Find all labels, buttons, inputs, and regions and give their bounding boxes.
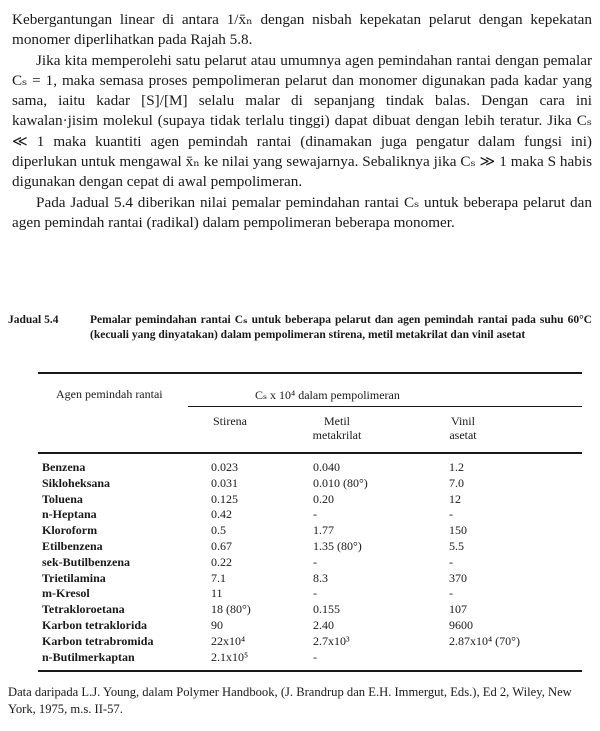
- cell-agent: m-Kresol: [42, 586, 90, 601]
- table-caption-text: Pemalar pemindahan rantai Cₛ untuk beberapa pelarut dan agen pemindah rantai pada suhu 60°C (kecuali yang dinyatakan) dalam pempolimeran stirena, metil metakrilat dan vinil asetat: [90, 314, 592, 341]
- header-stirena: Stirena: [213, 414, 247, 428]
- cell-metil-metakrilat: 0.010 (80°): [313, 475, 368, 490]
- cell-metil-metakrilat: 0.20: [313, 491, 334, 506]
- cell-agent: n-Heptana: [42, 507, 97, 522]
- cell-agent: Sikloheksana: [42, 475, 111, 490]
- table-header-rule: [38, 452, 582, 454]
- cell-vinil-asetat: 12: [449, 491, 461, 506]
- body-text: [12, 10, 592, 233]
- cell-vinil-asetat: 2.87x10⁴ (70°): [449, 633, 520, 648]
- header-agent: Agen pemindah rantai: [56, 387, 163, 401]
- cell-vinil-asetat: 150: [449, 523, 467, 538]
- cell-stirena: 11: [211, 586, 223, 601]
- paragraph-1: Kebergantungan linear di antara 1/x̄ₙ dengan nisbah kepekatan pelarut dengan kepekatan monomer diperlihatkan pada Rajah 5.8.: [12, 11, 592, 49]
- paragraph-2: Jika kita memperolehi satu pelarut atau umumnya agen pemindahan rantai dengan pemalar Cₛ = 1, maka semasa proses pempolimeran pelarut dan monomer digunakan pada kadar yang sama, iaitu kadar [S]/[M] selalu malar di sepanjang tindak balas. Dengan cara ini kawalan·jisim molekul (supaya tidak terlalu tinggi) dapat dibuat dengan lebih teratur. Jika Cₛ ≪ 1 maka kuantiti agen pemindah rantai (dinamakan juga pengatur dalam fungsi ini) diperlukan untuk mengawal x̄ₙ ke nilai yang sewajarnya. Sebaliknya jika Cₛ ≫ 1 maka S habis digunakan dengan cepat di awal pempolimeran.: [12, 51, 592, 191]
- cell-vinil-asetat: 9600: [449, 618, 473, 632]
- cell-metil-metakrilat: 8.3: [313, 570, 328, 585]
- cell-vinil-asetat: 5.5: [449, 539, 464, 553]
- cell-stirena: 0.125: [211, 491, 238, 506]
- cell-metil-metakrilat: 2.7x10³: [313, 633, 350, 648]
- cell-stirena: 0.42: [211, 507, 232, 522]
- cell-stirena: 0.22: [211, 554, 232, 569]
- cell-agent: Tetrakloroetana: [42, 602, 125, 617]
- cell-agent: Trietilamina: [42, 570, 106, 585]
- table-group-rule: [188, 406, 582, 407]
- cell-metil-metakrilat: -: [313, 554, 317, 569]
- cell-agent: Toluena: [42, 491, 83, 506]
- cell-metil-metakrilat: 2.40: [313, 618, 334, 632]
- cell-stirena: 0.67: [211, 539, 232, 553]
- cell-agent: sek-Butilbenzena: [42, 554, 131, 569]
- cell-vinil-asetat: 1.2: [449, 460, 464, 474]
- cell-agent: Benzena: [42, 460, 86, 474]
- cell-agent: Kloroform: [42, 523, 98, 538]
- header-group: Cₛ x 10⁴ dalam pempolimeran: [255, 388, 400, 402]
- cell-metil-metakrilat: -: [313, 586, 317, 601]
- table-top-rule: [38, 372, 582, 374]
- cell-stirena: 22x10⁴: [211, 633, 246, 648]
- cell-metil-metakrilat: 0.155: [313, 602, 340, 617]
- cell-vinil-asetat: -: [449, 554, 453, 569]
- cell-agent: n-Butilmerkaptan: [42, 649, 135, 664]
- cell-metil-metakrilat: 1.35 (80°): [313, 539, 362, 553]
- header-metil: Metil metakrilat: [312, 414, 362, 442]
- cell-vinil-asetat: -: [449, 586, 453, 601]
- cell-stirena: 90: [211, 618, 223, 632]
- cell-metil-metakrilat: -: [313, 507, 317, 522]
- cell-agent: Karbon tetrabromida: [42, 633, 154, 648]
- cell-stirena: 18 (80°): [211, 602, 251, 617]
- header-vinil: Vinil asetat: [449, 414, 477, 442]
- cell-metil-metakrilat: -: [313, 649, 317, 664]
- cell-stirena: 0.023: [211, 460, 238, 474]
- cell-metil-metakrilat: 1.77: [313, 523, 334, 538]
- cell-stirena: 0.031: [211, 475, 238, 490]
- cell-vinil-asetat: 370: [449, 570, 467, 585]
- cell-vinil-asetat: 7.0: [449, 475, 464, 490]
- cell-stirena: 2.1x10⁵: [211, 649, 249, 664]
- cell-stirena: 0.5: [211, 523, 226, 538]
- cell-vinil-asetat: -: [449, 507, 453, 522]
- cell-stirena: 7.1: [211, 570, 226, 585]
- table-source-note: Data daripada L.J. Young, dalam Polymer Handbook, (J. Brandrup dan E.H. Immergut, Eds.), Ed 2, Wiley, New York, 1975, m.s. II-57.: [8, 685, 572, 716]
- cell-metil-metakrilat: 0.040: [313, 460, 340, 474]
- table-label: Jadual 5.4: [8, 314, 59, 326]
- table-bottom-rule: [38, 670, 582, 672]
- paragraph-3: Pada Jadual 5.4 diberikan nilai pemalar pemindahan rantai Cₛ untuk beberapa pelarut dan agen pemindah rantai (radikal) dalam pempolimeran beberapa monomer.: [12, 193, 592, 231]
- cell-vinil-asetat: 107: [449, 602, 467, 617]
- cell-agent: Etilbenzena: [42, 539, 103, 553]
- cell-agent: Karbon tetraklorida: [42, 618, 147, 632]
